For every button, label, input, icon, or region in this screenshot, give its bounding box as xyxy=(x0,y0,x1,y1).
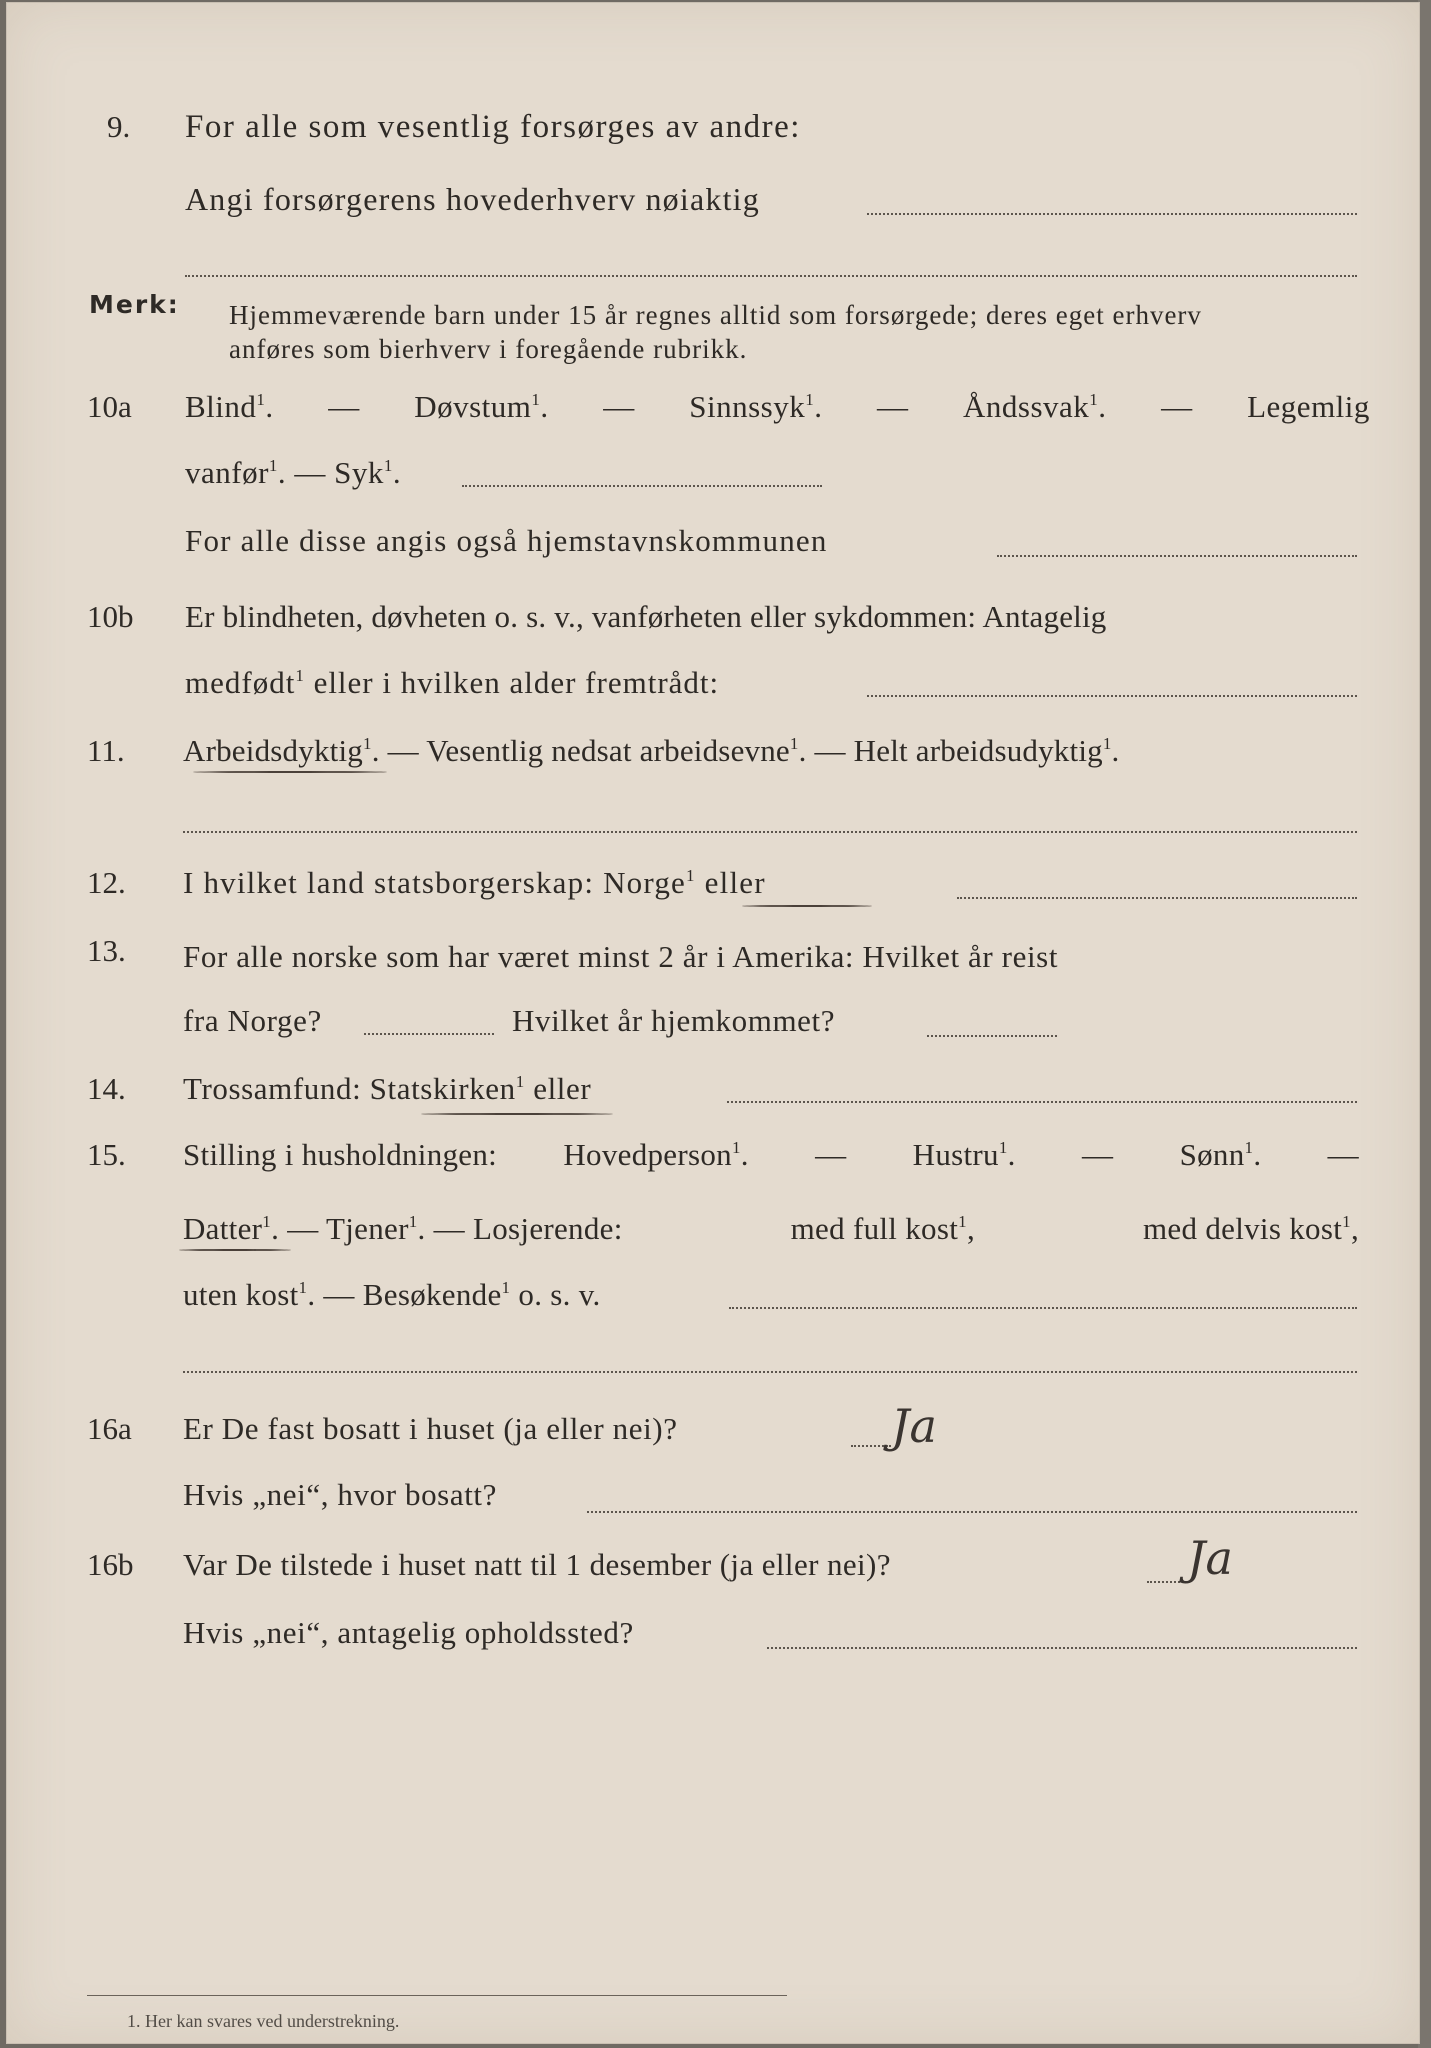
question-text: Hvilket år hjemkommet? xyxy=(512,1003,836,1038)
question-text: Var De tilstede i huset natt til 1 desember (ja eller nei)? xyxy=(183,1547,891,1582)
handwritten-underline xyxy=(179,1249,291,1251)
question-number: 10a xyxy=(87,389,132,424)
census-form-page xyxy=(6,2,1420,2044)
answer-line[interactable] xyxy=(727,1101,1357,1103)
answer-line[interactable] xyxy=(183,1371,1357,1373)
option-tjener[interactable]: Tjener xyxy=(326,1211,409,1246)
question-number: 10b xyxy=(87,599,134,634)
option-syk[interactable]: Syk xyxy=(334,455,384,490)
question-text: For alle norske som har været minst 2 år i Amerika: Hvilket år reist xyxy=(183,939,1059,974)
question-text: I hvilket land statsborgerskap: Norge$^1$ eller xyxy=(183,865,766,900)
answer-line[interactable] xyxy=(767,1647,1357,1649)
option-sinnssyk[interactable]: Sinnssyk xyxy=(689,389,806,424)
handwritten-answer: Ja xyxy=(1187,1531,1233,1585)
question-number: 15. xyxy=(87,1137,126,1172)
question-text: Trossamfund: Statskirken$^1$ eller xyxy=(183,1071,592,1106)
question-text: uten kost$^1$. — Besøkende$^1$ o. s. v. xyxy=(183,1277,601,1312)
answer-line[interactable] xyxy=(1147,1581,1187,1583)
question-text: medfødt$^1$ eller i hvilken alder fremtrådt: xyxy=(185,665,720,700)
option-besokende[interactable]: Besøkende xyxy=(362,1277,502,1312)
note-text: anføres som bierhverv i foregående rubrikk. xyxy=(229,334,748,364)
option-legemlig[interactable]: Legemlig xyxy=(1247,389,1370,424)
option-blind[interactable]: Blind xyxy=(185,389,257,424)
question-text: Hvis „nei“, antagelig opholdssted? xyxy=(183,1615,634,1650)
note-label: Merk: xyxy=(89,290,180,319)
question-number: 9. xyxy=(107,109,131,144)
footnote: 1. Her kan svares ved understrekning. xyxy=(127,2011,400,2031)
answer-line[interactable] xyxy=(927,1035,1057,1037)
option-andssvak[interactable]: Åndssvak xyxy=(963,389,1090,424)
answer-line[interactable] xyxy=(957,897,1357,899)
answer-line[interactable] xyxy=(729,1307,1357,1309)
question-text: For alle som vesentlig forsørges av andre: xyxy=(185,109,801,145)
option-vanfor[interactable]: vanfør xyxy=(185,455,269,490)
answer-line[interactable] xyxy=(185,275,1357,277)
answer-line[interactable] xyxy=(867,695,1357,697)
question-text: Blind$^1$. — Døvstum$^1$. — Sinnssyk$^1$. — Åndssvak$^1$. — Legemlig xyxy=(185,385,1370,429)
handwritten-underline xyxy=(421,1113,613,1115)
question-text: Angi forsørgerens hovederhverv nøiaktig xyxy=(185,181,760,217)
option-sonn[interactable]: Sønn xyxy=(1179,1137,1245,1172)
answer-line[interactable] xyxy=(364,1033,494,1035)
question-text: Hvis „nei“, hvor bosatt? xyxy=(183,1477,497,1512)
option-arbeidsdyktig[interactable]: Arbeidsdyktig xyxy=(183,733,363,768)
question-number: 12. xyxy=(87,865,126,900)
question-number: 16a xyxy=(87,1411,132,1446)
question-text: Datter$^1$. — Tjener$^1$. — Losjerende: med full kost$^1$, med delvis kost$^1$, xyxy=(183,1211,1359,1246)
option-udyktig[interactable]: Helt arbeidsudyktig xyxy=(853,733,1103,768)
answer-line[interactable] xyxy=(997,555,1357,557)
question-number: 16b xyxy=(87,1547,134,1582)
question-text: For alle disse angis også hjemstavnskommunen xyxy=(185,523,828,558)
question-text: Er blindheten, døvheten o. s. v., vanførheten eller sykdommen: Antagelig xyxy=(185,599,1107,634)
option-statskirken[interactable]: Statskirken xyxy=(369,1071,516,1106)
option-datter[interactable]: Datter xyxy=(183,1211,263,1246)
question-number: 13. xyxy=(87,933,126,968)
option-hustru[interactable]: Hustru xyxy=(912,1137,999,1172)
answer-line[interactable] xyxy=(867,213,1357,215)
option-nedsat[interactable]: Vesentlig nedsat arbeidsevne xyxy=(426,733,790,768)
answer-line[interactable] xyxy=(183,831,1357,833)
note-text: Hjemmeværende barn under 15 år regnes alltid som forsørgede; deres eget erhverv xyxy=(229,300,1202,330)
handwritten-answer: Ja xyxy=(891,1399,937,1453)
question-text: Arbeidsdyktig$^1$. — Vesentlig nedsat arbeidsevne$^1$. — Helt arbeidsudyktig$^1$. xyxy=(183,733,1120,768)
answer-line[interactable] xyxy=(851,1445,891,1447)
option-full-kost[interactable]: med full kost xyxy=(790,1211,959,1246)
option-hovedperson[interactable]: Hovedperson xyxy=(563,1137,732,1172)
answer-line[interactable] xyxy=(462,485,822,487)
question-text: fra Norge? xyxy=(183,1003,322,1038)
option-uten-kost[interactable]: uten kost xyxy=(183,1277,299,1312)
option-norge[interactable]: Norge xyxy=(603,865,687,900)
question-text: Er De fast bosatt i huset (ja eller nei)? xyxy=(183,1411,678,1446)
option-medfodt[interactable]: medfødt xyxy=(185,665,296,700)
footnote-rule xyxy=(87,1995,787,1996)
option-dovstum[interactable]: Døvstum xyxy=(414,389,532,424)
question-number: 14. xyxy=(87,1071,126,1106)
handwritten-underline xyxy=(193,771,387,773)
option-delvis-kost[interactable]: med delvis kost xyxy=(1143,1211,1343,1246)
question-number: 11. xyxy=(87,733,125,768)
answer-line[interactable] xyxy=(587,1511,1357,1513)
question-text: vanfør$^1$. — Syk$^1$. xyxy=(185,455,402,490)
handwritten-underline xyxy=(742,905,872,907)
question-text: Stilling i husholdningen: Hovedperson$^1$. — Hustru$^1$. — Sønn$^1$. — xyxy=(183,1137,1359,1172)
